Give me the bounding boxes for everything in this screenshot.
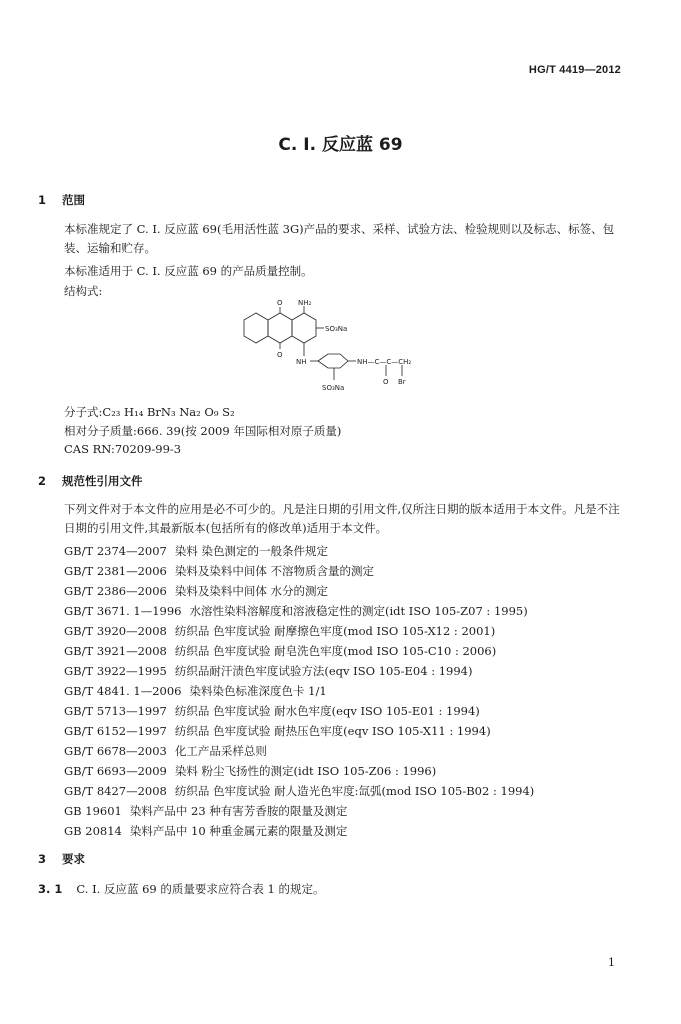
right-ring bbox=[292, 313, 316, 343]
section-heading-scope bbox=[38, 192, 85, 208]
reference-title: 染料染色标准深度色卡 1/1 bbox=[189, 684, 327, 698]
reference-title: 纺织品 色牢度试验 耐皂洗色牢度(mod ISO 105-C10 : 2006) bbox=[174, 644, 497, 658]
reference-code: GB/T 2381—2006 bbox=[64, 564, 167, 578]
reference-item bbox=[64, 821, 644, 841]
formula-nh2: NH₂ bbox=[298, 299, 312, 307]
reference-title: 纺织品 色牢度试验 耐水色牢度(eqv ISO 105-E01 : 1994) bbox=[174, 704, 480, 718]
reference-item bbox=[64, 561, 644, 581]
scope-paragraph-2: 本标准适用于 C. I. 反应蓝 69 的产品质量控制。 bbox=[64, 264, 313, 278]
reference-title: 染料产品中 23 种有害芳香胺的限量及测定 bbox=[129, 804, 348, 818]
section-title: 规范性引用文件 bbox=[62, 474, 143, 488]
reference-code: GB/T 3922—1995 bbox=[64, 664, 167, 678]
clause-text: C. I. 反应蓝 69 的质量要求应符合表 1 的规定。 bbox=[76, 882, 325, 896]
reference-code: GB/T 3920—2008 bbox=[64, 624, 167, 638]
reference-title: 纺织品耐汗渍色牢度试验方法(eqv ISO 105-E04 : 1994) bbox=[174, 664, 473, 678]
reference-item bbox=[64, 761, 644, 781]
reference-item bbox=[64, 541, 644, 561]
reference-code: GB/T 5713—1997 bbox=[64, 704, 167, 718]
page-number: 1 bbox=[608, 956, 615, 969]
reference-item bbox=[64, 641, 644, 661]
scope-paragraph-1 bbox=[40, 220, 630, 258]
reference-title: 纺织品 色牢度试验 耐人造光色牢度:氙弧(mod ISO 105-B02 : 1994) bbox=[174, 784, 535, 798]
reference-code: GB/T 4841. 1—2006 bbox=[64, 684, 182, 698]
section-number: 1 bbox=[38, 193, 47, 207]
reference-item bbox=[64, 681, 644, 701]
formula-br: Br bbox=[398, 378, 406, 386]
reference-title: 纺织品 色牢度试验 耐热压色牢度(eqv ISO 105-X11 : 1994) bbox=[174, 724, 491, 738]
reference-item bbox=[64, 781, 644, 801]
reference-title: 染料 粉尘飞扬性的测定(idt ISO 105-Z06 : 1996) bbox=[174, 764, 437, 778]
formula-so3na-2: SO₃Na bbox=[322, 384, 345, 392]
reference-title: 染料 染色测定的一般条件规定 bbox=[174, 544, 329, 558]
reference-code: GB/T 6678—2003 bbox=[64, 744, 167, 758]
reference-item bbox=[64, 721, 644, 741]
reference-title: 染料及染料中间体 不溶物质含量的测定 bbox=[174, 564, 375, 578]
molecular-formula: 分子式:C₂₃ H₁₄ BrN₃ Na₂ O₉ S₂ bbox=[64, 405, 235, 419]
reference-code: GB/T 3921—2008 bbox=[64, 644, 167, 658]
reference-code: GB 19601 bbox=[64, 804, 122, 818]
reference-code: GB/T 6693—2009 bbox=[64, 764, 167, 778]
reference-title: 染料产品中 10 种重金属元素的限量及测定 bbox=[129, 824, 348, 838]
aniline-ring bbox=[318, 354, 348, 368]
reference-item bbox=[64, 741, 644, 761]
reference-title: 水溶性染料溶解度和溶液稳定性的测定(idt ISO 105-Z07 : 1995) bbox=[189, 604, 528, 618]
reference-code: GB/T 6152—1997 bbox=[64, 724, 167, 738]
clause-number: 3. 1 bbox=[38, 882, 63, 896]
section-heading-requirements bbox=[38, 851, 85, 867]
reference-title: 化工产品采样总则 bbox=[174, 744, 267, 758]
section-number: 2 bbox=[38, 474, 47, 488]
structural-formula bbox=[226, 298, 446, 398]
formula-side-chain: NH—C—C—CH₂ bbox=[357, 358, 412, 366]
standard-code: HG/T 4419—2012 bbox=[528, 64, 621, 76]
formula-o-top: O bbox=[277, 299, 283, 307]
reference-item bbox=[64, 661, 644, 681]
section-number: 3 bbox=[38, 852, 47, 866]
reference-list bbox=[64, 541, 644, 841]
structure-label: 结构式: bbox=[64, 284, 103, 298]
reference-title: 纺织品 色牢度试验 耐摩擦色牢度(mod ISO 105-X12 : 2001) bbox=[174, 624, 496, 638]
reference-item bbox=[64, 621, 644, 641]
reference-item bbox=[64, 581, 644, 601]
formula-o-chain: O bbox=[383, 378, 389, 386]
formula-so3na-1: SO₃Na bbox=[325, 325, 348, 333]
reference-item bbox=[64, 801, 644, 821]
molecular-mass: 相对分子质量:666. 39(按 2009 年国际相对原子质量) bbox=[64, 424, 342, 438]
reference-code: GB/T 2386—2006 bbox=[64, 584, 167, 598]
formula-nh: NH bbox=[296, 358, 307, 366]
reference-item bbox=[64, 601, 644, 621]
clause-3-1 bbox=[38, 881, 325, 897]
formula-o-bottom: O bbox=[277, 351, 283, 359]
document-title: C. I. 反应蓝 69 bbox=[278, 135, 403, 155]
reference-item bbox=[64, 701, 644, 721]
cas-number: CAS RN:70209-99-3 bbox=[64, 442, 182, 456]
reference-code: GB 20814 bbox=[64, 824, 122, 838]
references-intro-text: 下列文件对于本文件的应用是必不可少的。凡是注日期的引用文件,仅所注日期的版本适用于本文件。凡是不注日期的引用文件,其最新版本(包括所有的修改单)适用于本文件。 bbox=[64, 502, 620, 535]
section-title: 要求 bbox=[62, 852, 85, 866]
references-intro bbox=[40, 500, 630, 538]
reference-code: GB/T 2374—2007 bbox=[64, 544, 167, 558]
section-heading-references bbox=[38, 473, 143, 489]
reference-title: 染料及染料中间体 水分的测定 bbox=[174, 584, 329, 598]
center-ring bbox=[268, 313, 292, 343]
left-ring bbox=[244, 313, 268, 343]
scope-paragraph-1-text: 本标准规定了 C. I. 反应蓝 69(毛用活性蓝 3G)产品的要求、采样、试验方法、检验规则以及标志、标签、包装、运输和贮存。 bbox=[64, 222, 615, 255]
section-title: 范围 bbox=[62, 193, 85, 207]
reference-code: GB/T 8427—2008 bbox=[64, 784, 167, 798]
reference-code: GB/T 3671. 1—1996 bbox=[64, 604, 182, 618]
